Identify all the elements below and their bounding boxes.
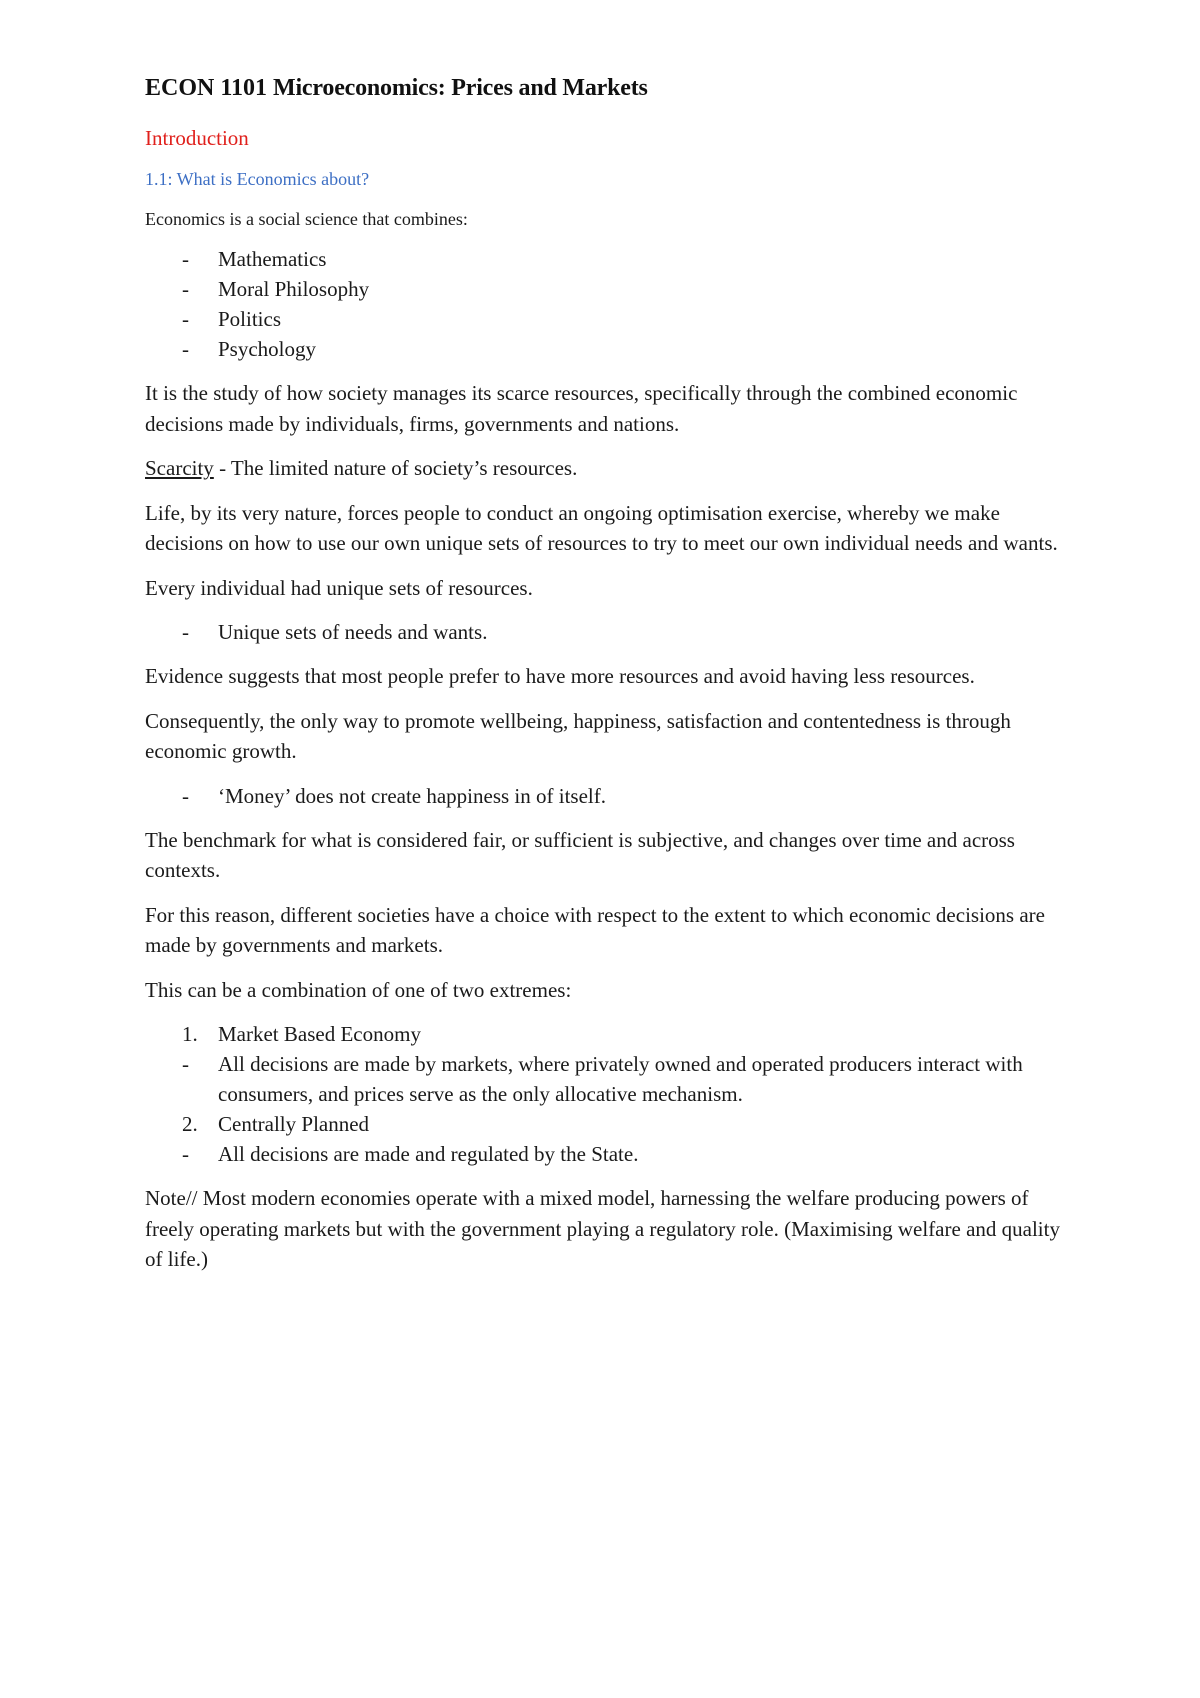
list-item [145, 1139, 1065, 1169]
list-item [145, 781, 1065, 811]
list-item-text: All decisions are made and regulated by the State. [218, 1142, 639, 1166]
scarcity-term: Scarcity [145, 456, 214, 480]
every-individual-list [145, 617, 1065, 647]
list-item-text: Moral Philosophy [218, 277, 370, 301]
paragraph-evidence: Evidence suggests that most people prefer to have more resources and avoid having less resources. [145, 664, 975, 688]
paragraph-life: Life, by its very nature, forces people to conduct an ongoing optimisation exercise, whereby we make decisions on how to use our own unique sets of resources to try to meet our own individual needs and wants. [145, 500, 1058, 555]
consequently-list [145, 781, 1065, 811]
document-title [145, 72, 1065, 104]
list-item-text: Centrally Planned [218, 1112, 370, 1136]
list-item [145, 304, 1065, 334]
dash-marker: - [182, 1142, 189, 1166]
list-item [145, 1019, 1065, 1049]
paragraph-every-individual: Every individual had unique sets of resources. [145, 575, 533, 600]
course-code: ECON 1101 [145, 75, 268, 101]
list-item [145, 244, 1065, 274]
number-marker: 1. [182, 1022, 198, 1046]
list-item [145, 274, 1065, 304]
paragraph-note: Note// Most modern economies operate with a mixed model, harnessing the welfare producing powers of freely operating markets but with the government playing a regulatory role. (Maximising welfare and quality of life.) [145, 1186, 1060, 1271]
course-name: Microeconomics: Prices and Markets [273, 75, 648, 101]
list-item-text: Politics [218, 307, 282, 331]
document-page [145, 72, 1065, 1289]
list-item-text: ‘Money’ does not create happiness in of itself. [218, 783, 606, 808]
introduction-heading: Introduction [145, 126, 249, 150]
scarcity-definition: - The limited nature of society’s resources. [213, 456, 578, 480]
list-item [145, 1109, 1065, 1139]
paragraph-benchmark: The benchmark for what is considered fair, or sufficient is subjective, and changes over time and across contexts. [145, 827, 1015, 882]
dash-marker: - [182, 1052, 189, 1076]
section-heading: 1.1: What is Economics about? [145, 169, 370, 189]
list-item-text: Unique sets of needs and wants. [218, 620, 488, 644]
paragraph-reason: For this reason, different societies have a choice with respect to the extent to which economic decisions are made by governments and markets. [145, 902, 1045, 957]
combines-lead: Economics is a social science that combines: [145, 209, 468, 229]
list-item [145, 617, 1065, 647]
dash-marker: - [182, 277, 189, 301]
list-item [145, 334, 1065, 364]
combines-list [145, 244, 1065, 364]
dash-marker: - [182, 247, 189, 271]
paragraph-consequently: Consequently, the only way to promote wellbeing, happiness, satisfaction and contentedness is through economic growth. [145, 708, 1011, 763]
paragraph-scarcity [145, 453, 1065, 484]
extremes-list [145, 1019, 1065, 1169]
number-marker: 2. [182, 1112, 198, 1136]
dash-marker: - [182, 620, 189, 644]
paragraph-study: It is the study of how society manages its scarce resources, specifically through the combined economic decisions made by individuals, firms, governments and nations. [145, 381, 1018, 436]
dash-marker: - [182, 337, 189, 361]
list-item-text: All decisions are made by markets, where privately owned and operated producers interact with consumers, and prices serve as the only allocative mechanism. [218, 1052, 1023, 1106]
list-item-text: Market Based Economy [218, 1022, 421, 1046]
list-item [145, 1049, 1065, 1109]
paragraph-combination: This can be a combination of one of two extremes: [145, 977, 572, 1002]
dash-marker: - [182, 307, 189, 331]
dash-marker: - [182, 783, 189, 808]
list-item-text: Psychology [218, 337, 317, 361]
list-item-text: Mathematics [218, 247, 327, 271]
